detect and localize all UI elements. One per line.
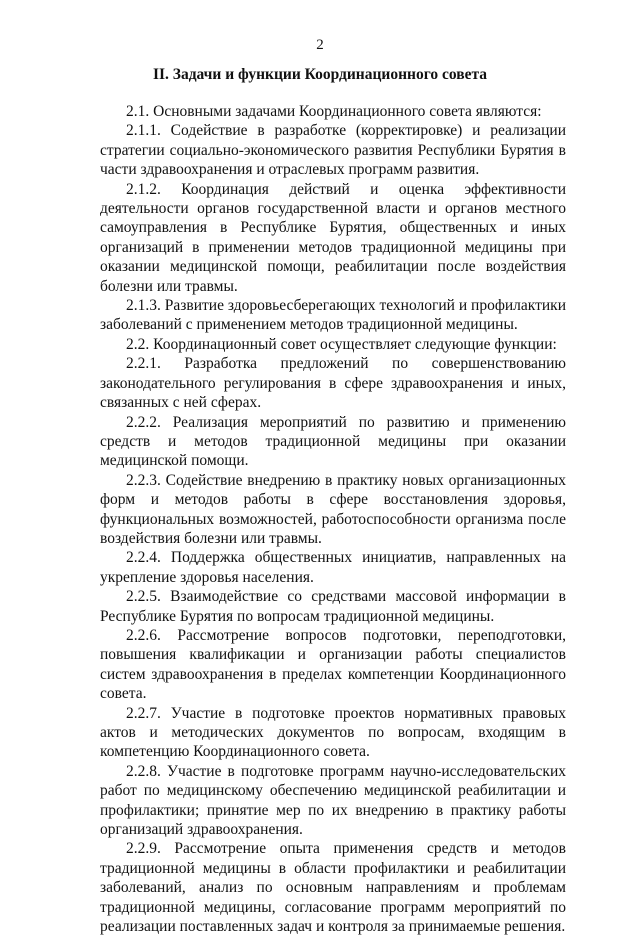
paragraph-2-1-1: 2.1.1. Содействие в разработке (корректировке) и реализации стратегии социально-экономического развития Республики Бурятия в части здравоохранения и отраслевых программ развития.	[100, 122, 566, 179]
page-number: 2	[316, 37, 324, 53]
paragraph-2-2-4: 2.2.4. Поддержка общественных инициатив, направленных на укрепление здоровья населения.	[100, 549, 566, 586]
paragraph-2-2-1: 2.2.1. Разработка предложений по совершенствованию законодательного регулирования в сфере здравоохранения и иных, связанных с ней сферах.	[100, 355, 566, 412]
paragraph-2-2: 2.2. Координационный совет осуществляет следующие функции:	[126, 335, 557, 353]
paragraph-2-2-3: 2.2.3. Содействие внедрению в практику новых организационных форм и методов работы в сфере восстановления здоровья, функциональных возможностей, работоспособности организма после воздействия болезни или травмы.	[100, 471, 566, 547]
paragraph-2-2-7: 2.2.7. Участие в подготовке проектов нормативных правовых актов и методических документов по вопросам, входящим в компетенцию Координационного совета.	[100, 704, 566, 761]
paragraph-2-1: 2.1. Основными задачами Координационного совета являются:	[126, 103, 542, 120]
paragraph-2-1-2: 2.1.2. Координация действий и оценка эффективности деятельности органов государственной власти и органов местного самоуправления в Республике Бурятия, общественных и иных организаций в применении методов традиционной медицины при оказании медицинской помощи, реабилитации после воздействия болезни или травмы.	[100, 180, 566, 295]
paragraph-2-2-6: 2.2.6. Рассмотрение вопросов подготовки, переподготовки, повышения квалификации и организации работы специалистов систем здравоохранения в пределах компетенции Координационного совета.	[100, 626, 566, 703]
paragraph-2-2-8: 2.2.8. Участие в подготовке программ научно-исследовательских работ по медицинскому обеспечению медицинской реабилитации и профилактики; принятие мер по их внедрению в практику работы организаций здравоохранения.	[100, 762, 566, 839]
paragraph-2-2-9: 2.2.9. Рассмотрение опыта применения средств и методов традиционной медицины в области профилактики и реабилитации заболеваний, анализ по основным направлениям и проблемам традиционной медицины, согласование программ мероприятий по реализации поставленных задач и контроля за принимаемые решения.	[100, 840, 566, 936]
paragraph-2-2-5: 2.2.5. Взаимодействие со средствами массовой информации в Республике Бурятия по вопросам традиционной медицины.	[100, 588, 566, 625]
paragraph-2-2-2: 2.2.2. Реализация мероприятий по развитию и применению средств и методов традиционной медицины при оказании медицинской помощи.	[100, 413, 566, 470]
paragraph-2-1-3: 2.1.3. Развитие здоровьесберегающих технологий и профилактики заболеваний с применением методов традиционной медицины.	[100, 297, 566, 334]
document-body	[100, 102, 566, 936]
section-heading: II. Задачи и функции Координационного совета	[152, 66, 488, 83]
